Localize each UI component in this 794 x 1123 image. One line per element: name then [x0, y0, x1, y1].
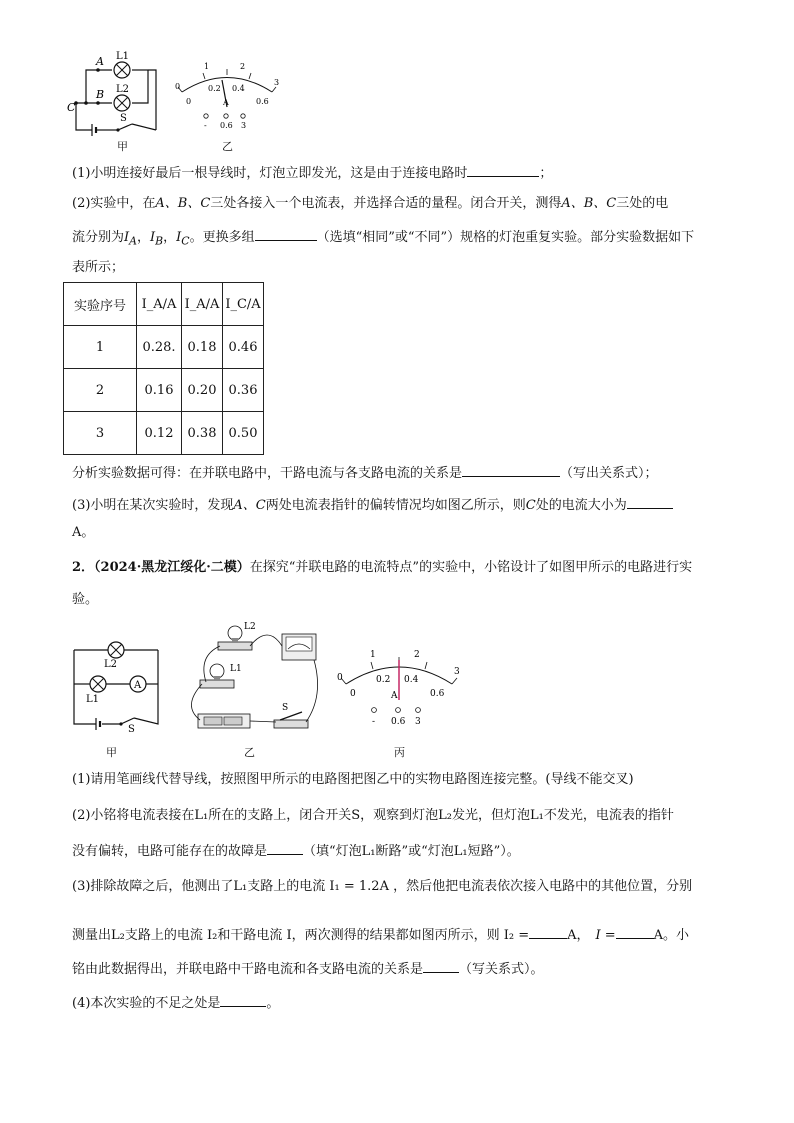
figure1-circuit-jia — [66, 48, 166, 153]
table-header-3: I_C/A — [223, 283, 264, 326]
table-cell: 0.16 — [137, 369, 182, 412]
table-cell: 0.46 — [223, 326, 264, 369]
q2-part2-line2: 没有偏转，电路可能存在的故障是 （填“灯泡L₁断路”或“灯泡L₁短路”）。 — [72, 840, 732, 862]
table-cell: 0.36 — [223, 369, 264, 412]
fig2-s-label: S — [128, 724, 135, 732]
q2-stem-line2: 验。 — [72, 592, 99, 607]
q1-part2-line3: 表所示； — [72, 260, 125, 275]
q2-blank3[interactable] — [616, 924, 654, 939]
table-cell: 0.38 — [182, 412, 223, 455]
fig2-l2-label: L2 — [104, 659, 118, 670]
label-l2: L2 — [116, 84, 130, 95]
table-cell: 0.20 — [182, 369, 223, 412]
q1-part1: (1)小明连接好最后一根导线时，灯泡立即发光，这是由于连接电路时 ； — [72, 162, 732, 184]
caption-yi: 乙 — [222, 140, 233, 153]
q2-caption-bing: 丙 — [394, 746, 405, 759]
figure1-ammeter-yi — [170, 55, 285, 135]
q2-part4: (4)本次实验的不足之处是 。 — [72, 992, 732, 1014]
table-cell: 2 — [64, 369, 137, 412]
table-header-2: I_A/A — [182, 283, 223, 326]
q2-blank1[interactable] — [267, 840, 303, 855]
table-header-0: 实验序号 — [64, 283, 137, 326]
label-b: B — [96, 88, 105, 101]
table-header-1: I_A/A — [137, 283, 182, 326]
q2-stem-line1: 2．（2024·黑龙江绥化·二模）在探究“并联电路的电流特点”的实验中，小铭设计了如图甲所示的电路进行实 — [72, 560, 693, 575]
table-row — [64, 369, 264, 412]
figure2-physical-yi — [178, 616, 328, 738]
q2-blank4[interactable] — [423, 958, 459, 973]
meter1-term-neg: - — [204, 121, 207, 130]
meter1-top-2: 2 — [240, 62, 246, 71]
meter1-bot-3: 0.6 — [256, 97, 269, 106]
meter1-term-3: 3 — [241, 121, 247, 130]
q1-analysis: 分析实验数据可得：在并联电路中，干路电流与各支路电流的关系是 （写出关系式）； — [72, 462, 732, 484]
meter2-top-3: 3 — [454, 667, 460, 677]
meter2-unit: A — [391, 691, 398, 701]
label-a: A — [96, 55, 104, 68]
fig2b-s-label: S — [282, 703, 289, 713]
table-cell: 1 — [64, 326, 137, 369]
label-l1: L1 — [116, 51, 130, 62]
meter2-bot-3: 0.6 — [430, 689, 445, 699]
meter2-term-neg: - — [372, 717, 376, 727]
q1-part3-line2: A。 — [72, 525, 95, 540]
meter2-top-1: 1 — [370, 650, 376, 660]
figure2-ammeter-bing — [332, 640, 467, 732]
meter2-term-3: 3 — [415, 717, 421, 727]
table-row — [64, 326, 264, 369]
meter1-unit: A — [223, 98, 229, 107]
q2-part3-line3: 铭由此数据得出，并联电路中干路电流和各支路电流的关系是 （写关系式）。 — [72, 958, 732, 980]
caption-jia: 甲 — [117, 140, 128, 153]
meter2-bot-1: 0.2 — [376, 675, 391, 685]
figure2-circuit-jia — [66, 632, 166, 732]
meter2-bot-0: 0 — [350, 689, 356, 699]
table-cell: 0.50 — [223, 412, 264, 455]
meter1-bot-0: 0 — [186, 97, 192, 106]
q2-caption-jia: 甲 — [106, 746, 117, 759]
q1-blank1[interactable] — [467, 162, 539, 177]
meter1-top-0: 0 — [175, 82, 181, 91]
table-cell: 0.12 — [137, 412, 182, 455]
q1-part3-line1: (3)小明在某次实验时，发现A、C两处电流表指针的偏转情况均如图乙所示，则C处的电流大小为 — [72, 494, 732, 516]
meter2-bot-2: 0.4 — [404, 675, 419, 685]
table-header-row — [64, 283, 264, 326]
q2-part1: (1)请用笔画线代替导线，按照图甲所示的电路图把图乙中的实物电路图连接完整。(导线不能交叉) — [72, 772, 634, 787]
q1-part2-line1: (2)实验中，在A、B、C三处各接入一个电流表，并选择合适的量程。闭合开关，测得A、B、C三处的电 — [72, 196, 669, 211]
meter1-bot-1: 0.2 — [208, 84, 221, 93]
meter2-top-0: 0 — [337, 673, 343, 683]
q1-blank3[interactable] — [462, 462, 560, 477]
meter2-top-2: 2 — [414, 650, 420, 660]
q1-blank2[interactable] — [255, 226, 317, 241]
table-row — [64, 412, 264, 455]
table-cell: 0.18 — [182, 326, 223, 369]
fig2b-l1-label: L1 — [230, 664, 242, 674]
q1-blank4[interactable] — [627, 494, 673, 509]
fig2-l1-label: L1 — [86, 694, 100, 705]
fig2b-l2-label: L2 — [244, 622, 256, 632]
meter2-term-06: 0.6 — [391, 717, 406, 727]
q1-data-table — [63, 282, 264, 455]
q2-part3-line2: 测量出L₂支路上的电流 I₂和干路电流 I，两次测得的结果都如图丙所示，则 I₂ = A， I = A。小 — [72, 924, 732, 946]
fig2-ammeter-label: A — [134, 680, 142, 691]
meter1-bot-2: 0.4 — [232, 84, 245, 93]
q2-blank5[interactable] — [220, 992, 266, 1007]
q1-part2-line2: 流分别为$I_A$，$I_B$，$I_C$。更换多组 （选填“相同”或“不同”）规格的灯泡重复实验。部分实验数据如下 — [72, 226, 732, 252]
meter1-top-1: 1 — [204, 62, 210, 71]
q2-part2-line1: (2)小铭将电流表接在L₁所在的支路上，闭合开关S，观察到灯泡L₂发光，但灯泡L₁不发光，电流表的指针 — [72, 808, 674, 823]
table-cell: 0.28. — [137, 326, 182, 369]
label-s: S — [120, 113, 127, 124]
q2-caption-yi: 乙 — [244, 746, 255, 759]
table-cell: 3 — [64, 412, 137, 455]
meter1-top-3: 3 — [274, 78, 280, 87]
q2-part3-line1: (3)排除故障之后，他测出了L₁支路上的电流 I₁ = 1.2A ，然后他把电流表依次接入电路中的其他位置，分别 — [72, 879, 693, 894]
label-c: C — [67, 101, 76, 114]
q2-blank2[interactable] — [529, 924, 567, 939]
meter1-term-06: 0.6 — [220, 121, 233, 130]
